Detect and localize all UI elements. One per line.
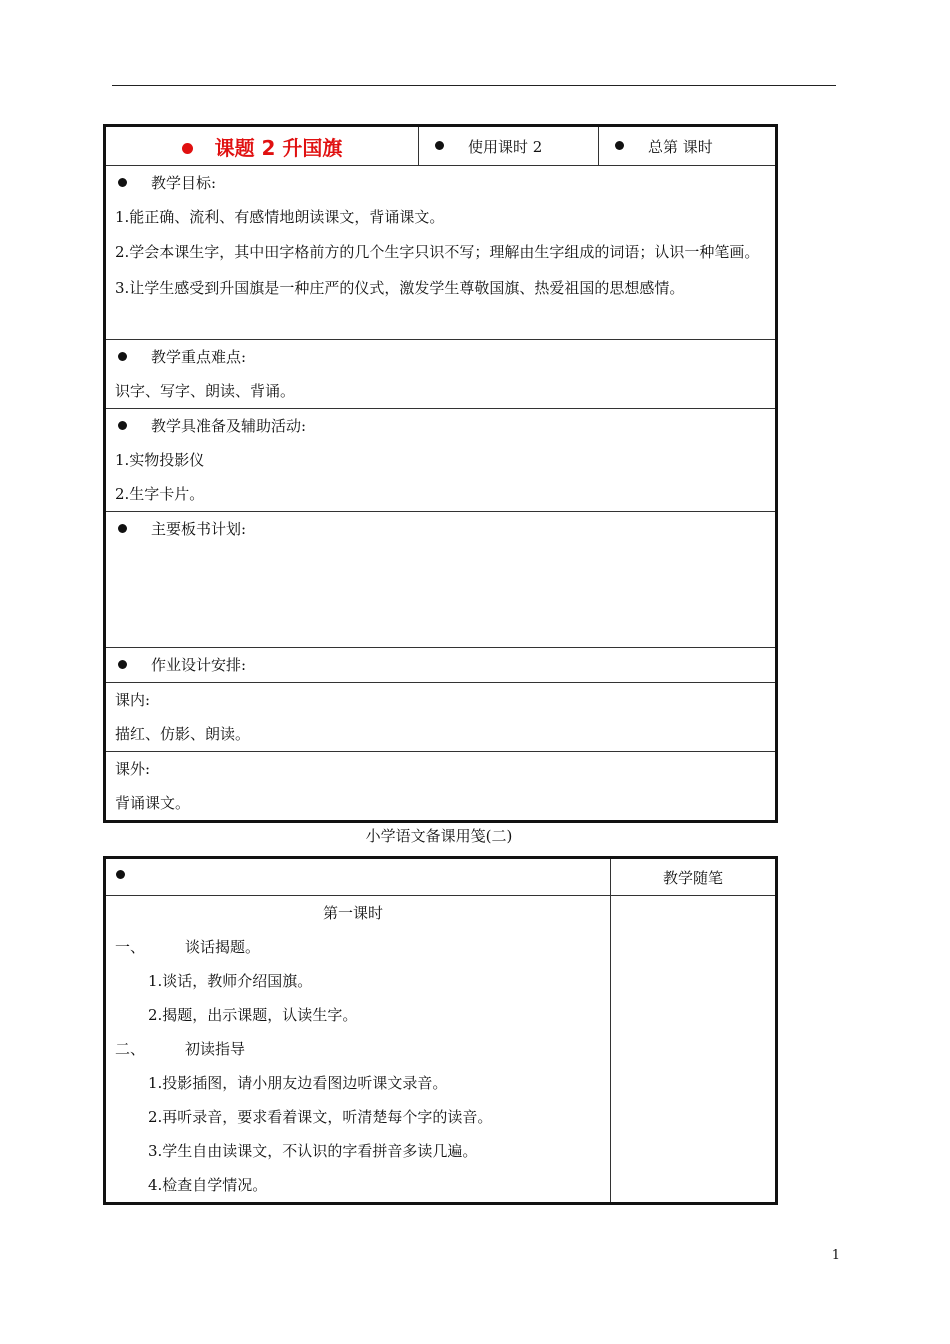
preparation-item: 2.生字卡片。 [115,485,205,503]
goal-item: 1.能正确、流利、有感情地朗读课文，背诵课文。 [115,208,445,226]
homework-heading: 作业设计安排: [151,656,247,674]
bullet-cell [105,858,611,896]
preparation-heading: 教学具准备及辅助活动: [151,417,307,435]
goal-item: 3.让学生感受到升国旗是一种庄严的仪式，激发学生尊敬国旗、热爱祖国的思想感情。 [115,279,685,297]
notes-header: 教学随笔 [611,858,777,896]
section-number: 一、 [115,938,146,956]
section-title: 谈话揭题。 [185,938,261,956]
section-number: 二、 [115,1040,146,1058]
in-class-text: 描红、仿影、朗读。 [115,725,251,743]
bullet-icon [118,178,127,187]
bullet-icon [118,421,127,430]
notes-cell [611,896,777,1204]
bullet-icon [118,660,127,669]
preparation-item: 1.实物投影仪 [115,451,205,469]
bullet-icon [118,352,127,361]
preparation-cell [105,409,777,512]
after-class-cell [105,752,777,822]
in-class-cell [105,683,777,752]
section-item: 1.谈话，教师介绍国旗。 [148,972,313,990]
after-class-text: 背诵课文。 [115,794,191,812]
lesson-plan-table [103,124,778,823]
hours-cell [419,126,599,166]
bullet-icon [182,143,193,154]
session-title: 第一课时 [322,904,383,922]
in-class-label: 课内: [115,691,151,709]
homework-heading-cell [105,648,777,683]
key-points-text: 识字、写字、朗读、背诵。 [115,382,296,400]
title-cell [105,126,419,166]
total-cell [599,126,777,166]
section-heading [115,930,601,964]
section-item: 4.检查自学情况。 [148,1176,268,1194]
after-class-label: 课外: [115,760,151,778]
lesson-notes-table [103,856,778,1205]
section-item: 3.学生自由读课文，不认识的字看拼音多读几遍。 [148,1142,478,1160]
lesson-content-cell [105,896,611,1204]
lesson-title: 课题 2 升国旗 [214,135,343,160]
total-label: 总第 课时 [648,137,713,156]
section-item: 1.投影插图，请小朋友边看图边听课文录音。 [148,1074,448,1092]
header-rule [112,85,836,86]
board-plan-heading: 主要板书计划: [151,520,247,538]
page-number: 1 [831,1248,840,1263]
bullet-icon [435,141,444,150]
key-points-heading: 教学重点难点: [151,348,247,366]
key-points-cell [105,340,777,409]
bullet-icon [615,141,624,150]
section-item: 2.再听录音，要求看着课文，听清楚每个字的读音。 [148,1108,493,1126]
section-item: 2.揭题，出示课题，认读生字。 [148,1006,358,1024]
hours-label: 使用课时 2 [468,137,543,156]
section-title: 初读指导 [185,1040,246,1058]
bullet-icon [116,870,125,879]
page-caption: 小学语文备课用笺(二) [365,827,513,845]
goal-item: 2.学会本课生字，其中田字格前方的几个生字只识不写；理解由生字组成的词语；认识一种笔画。 [115,243,760,261]
bullet-icon [118,524,127,533]
board-plan-cell [105,512,777,648]
goals-heading: 教学目标: [151,174,217,192]
section-heading [115,1032,601,1066]
goals-cell [105,166,777,340]
